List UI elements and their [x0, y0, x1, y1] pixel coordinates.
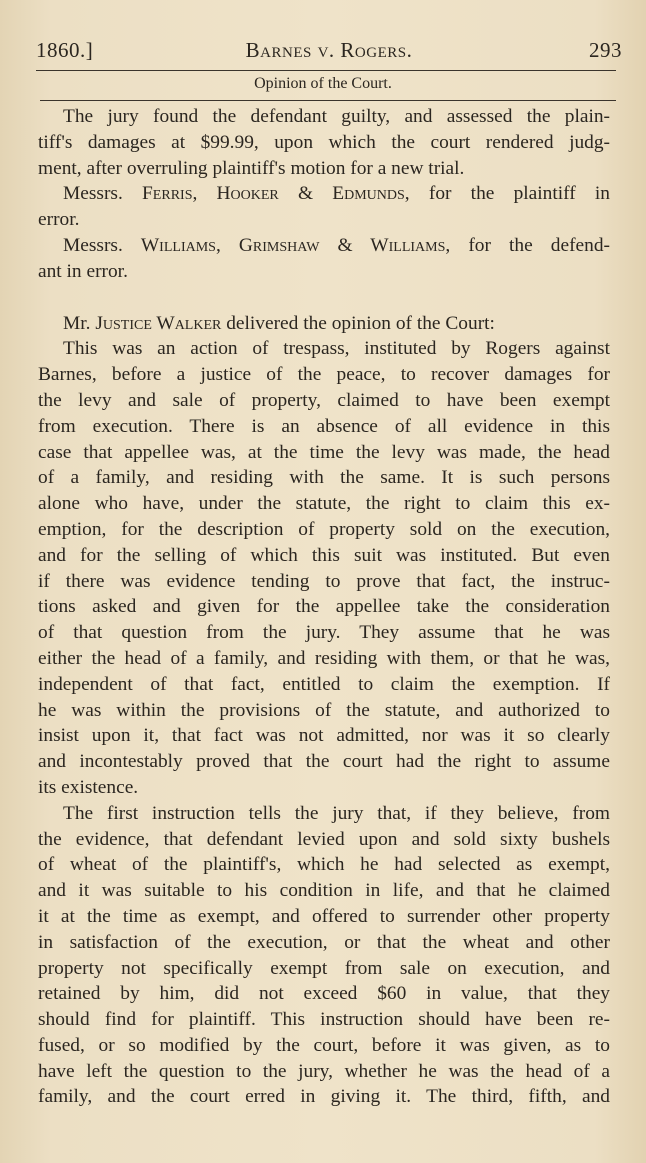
opinion-intro: Mr. Justice Walker delivered the opinion of the Court: — [63, 312, 495, 334]
text-line: the evidence, that defendant levied upon and sold sixty bushels — [38, 828, 610, 850]
text-line: alone who have, under the statute, the right to claim this ex- — [38, 493, 610, 515]
paragraph-gap — [38, 285, 610, 311]
subheader-rule — [40, 100, 616, 101]
text-line: independent of that fact, entitled to claim the exemption. If — [38, 673, 610, 695]
text-line: emption, for the description of property sold on the execution, — [38, 518, 610, 540]
text-line: Barnes, before a justice of the peace, to recover damages for — [38, 364, 610, 386]
text-line: property not specifically exempt from sale on execution, and — [38, 957, 610, 979]
section-subheader: Opinion of the Court. — [254, 75, 392, 92]
text-line: case that appellee was, at the time the levy was made, the head — [38, 441, 610, 463]
text-line: tiff's damages at $99.99, upon which the court rendered judg- — [38, 131, 610, 153]
counsel-names: Ferris, Hooker & Edmunds, — [142, 183, 410, 205]
counsel-defendant: Messrs. Williams, Grimshaw & Williams, for the defend- — [63, 234, 610, 256]
text-line: ant in error. — [38, 260, 128, 282]
text-line: should find for plaintiff. This instruction should have been re- — [38, 1009, 610, 1031]
justice-name: Justice Walker — [95, 312, 222, 334]
page-body — [38, 104, 610, 1110]
text-line: its existence. — [38, 776, 139, 798]
text-line: The first instruction tells the jury that, if they believe, from — [63, 802, 610, 824]
text-line: error. — [38, 209, 80, 231]
text-line: and it was suitable to his condition in life, and that he claimed — [38, 880, 610, 902]
text-line: fused, or so modified by the court, before it was given, as to — [38, 1034, 610, 1056]
text-line: he was within the provisions of the statute, and authorized to — [38, 699, 610, 721]
text-line: from execution. There is an absence of all evidence in this — [38, 415, 610, 437]
text-line: in satisfaction of the execution, or that the wheat and other — [38, 931, 610, 953]
text-line: and incontestably proved that the court had the right to assume — [38, 751, 610, 773]
text-line: and for the selling of which this suit was instituted. But even — [38, 544, 610, 566]
text-line: This was an action of trespass, instituted by Rogers against — [63, 338, 610, 360]
header-rule — [36, 70, 616, 71]
text-line: of wheat of the plaintiff's, which he had selected as exempt, — [38, 854, 610, 876]
text-line: it at the time as exempt, and offered to surrender other property — [38, 905, 610, 927]
text-line: the levy and sale of property, claimed to have been exempt — [38, 389, 610, 411]
text-line: of that question from the jury. They assume that he was — [38, 622, 610, 644]
text-line: family, and the court erred in giving it. The third, fifth, and — [38, 1086, 610, 1108]
counsel-names: Williams, Grimshaw & Williams, — [140, 234, 451, 256]
text-line: of a family, and residing with the same. It is such persons — [38, 467, 610, 489]
text-line: ment, after overruling plaintiff's motion for a new trial. — [38, 157, 465, 179]
text-line: tions asked and given for the appellee take the consideration — [38, 596, 610, 618]
text-line: insist upon it, that fact was not admitted, nor was it so clearly — [38, 725, 610, 747]
text-line: have left the question to the jury, whether he was the head of a — [38, 1060, 610, 1082]
text-line: if there was evidence tending to prove that fact, the instruc- — [38, 570, 610, 592]
text-line: retained by him, did not exceed $60 in value, that they — [38, 983, 610, 1005]
page-number: 293 — [589, 38, 622, 62]
counsel-plaintiff: Messrs. Ferris, Hooker & Edmunds, for the plaintiff in — [63, 183, 610, 205]
text-line: The jury found the defendant guilty, and assessed the plain- — [63, 106, 610, 127]
year-label: 1860.] — [36, 38, 94, 62]
case-title: Barnes v. Rogers. — [245, 38, 413, 62]
running-header — [36, 38, 622, 68]
text-line: either the head of a family, and residing with them, or that he was, — [38, 647, 610, 669]
